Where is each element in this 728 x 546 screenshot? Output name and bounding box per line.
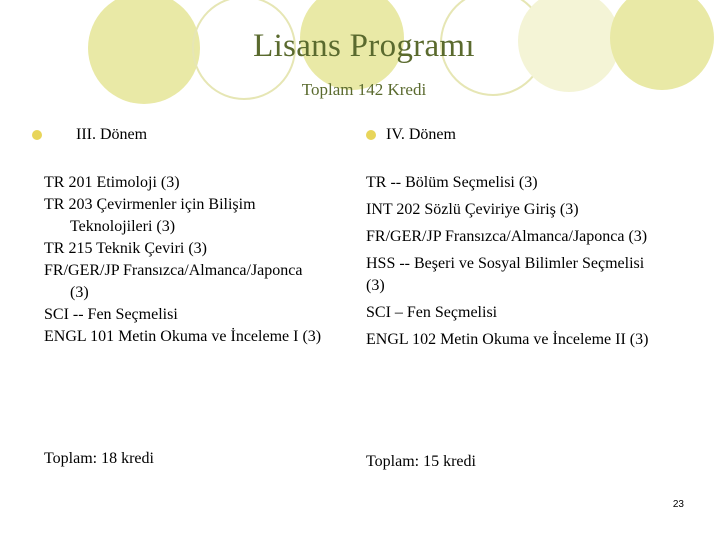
list-item: ENGL 101 Metin Okuma ve İnceleme I (3) <box>44 328 322 345</box>
page-title: Lisans Programı <box>253 28 475 64</box>
list-item: ENGL 102 Metin Okuma ve İnceleme II (3) <box>366 331 649 348</box>
list-item: SCI – Fen Seçmelisi <box>366 304 498 321</box>
list-item: FR/GER/JP Fransızca/Almanca/Japonca (3) <box>366 228 648 245</box>
heading-label: IV. Dönem <box>386 126 456 143</box>
semester-heading-left <box>44 124 324 146</box>
list-item: INT 202 Sözlü Çeviriye Giriş (3) <box>366 201 579 218</box>
list-item: TR 215 Teknik Çeviri (3) <box>44 240 208 257</box>
semester-heading-right <box>366 124 656 146</box>
list-item: SCI -- Fen Seçmelisi <box>44 306 178 323</box>
left-column <box>44 124 324 348</box>
list-item: TR 201 Etimoloji (3) <box>44 174 180 191</box>
list-item: FR/GER/JP Fransızca/Almanca/Japonca (3) <box>44 262 303 301</box>
list-item: TR -- Bölüm Seçmelisi (3) <box>366 174 538 191</box>
heading-label: III. Dönem <box>76 126 148 143</box>
list-item: TR 203 Çevirmenler için Bilişim Teknolojileri (3) <box>44 196 256 235</box>
page-subtitle: Toplam 142 Kredi <box>301 80 427 99</box>
course-list-left <box>44 172 324 348</box>
bullet-icon <box>32 130 42 140</box>
list-item: HSS -- Beşeri ve Sosyal Bilimler Seçmelisi (3) <box>366 255 645 294</box>
course-list-right <box>366 172 656 351</box>
page-number: 23 <box>672 499 684 510</box>
bullet-icon <box>366 130 376 140</box>
total-credits-right: Toplam: 15 kredi <box>366 453 476 470</box>
right-column <box>366 124 656 356</box>
total-credits-left: Toplam: 18 kredi <box>44 450 154 467</box>
